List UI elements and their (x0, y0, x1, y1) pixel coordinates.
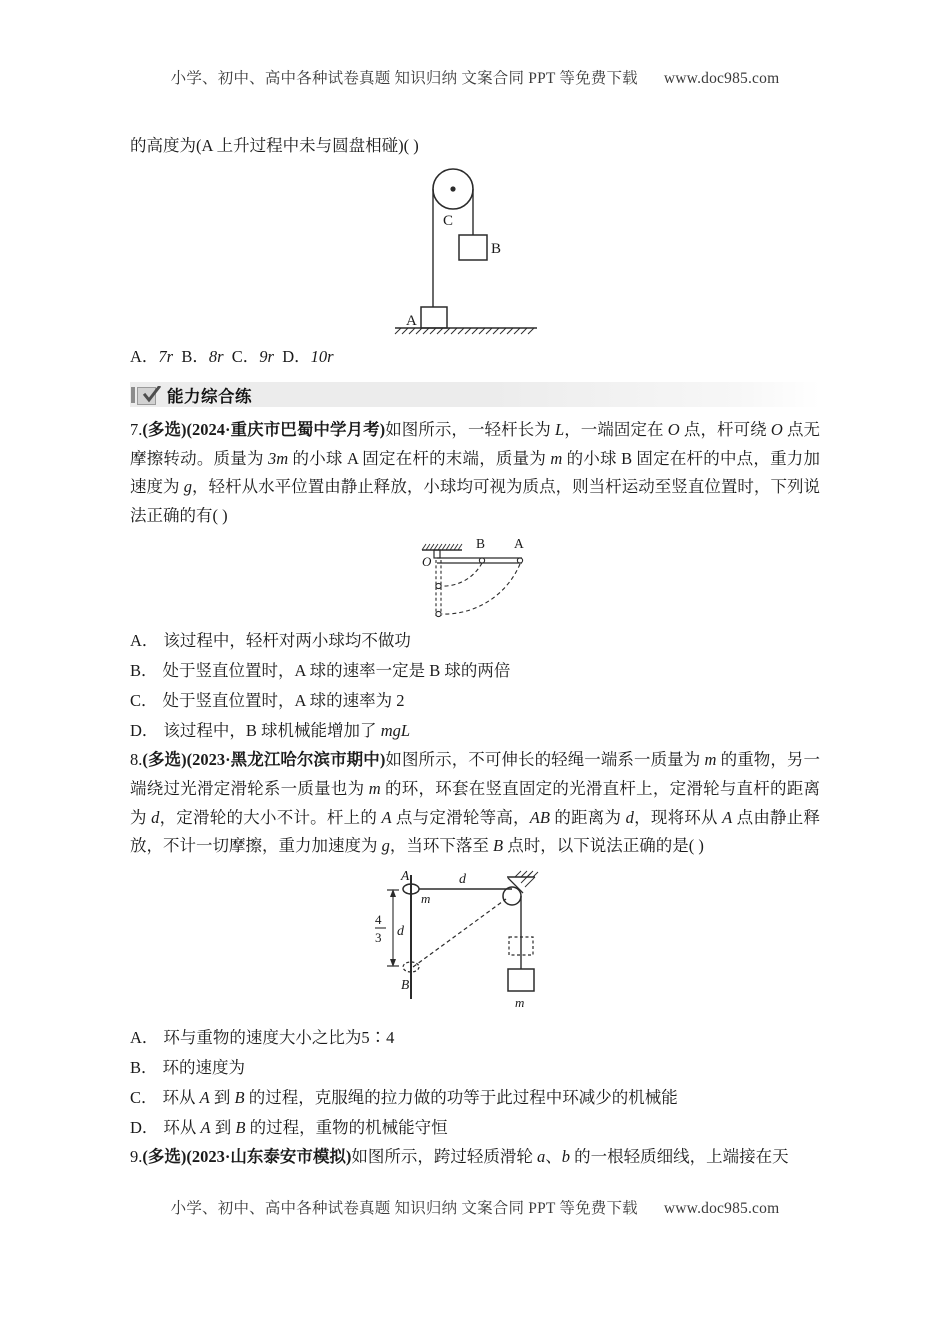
figure-rotating-rod (130, 534, 820, 620)
watermark-header (0, 66, 950, 88)
question-8-source: (2023·黑龙江哈尔滨市期中) (186, 750, 386, 770)
question-8-option-b (130, 1053, 820, 1083)
watermark-text-footer: 小学、初中、高中各种试卷真题 知识归纳 文案合同 PPT 等免费下载 (170, 1200, 638, 1217)
q9-text-0: 如图所示，跨过轻质滑轮 (351, 1146, 537, 1166)
q7-text-0: 如图所示，一轻杆长为 (385, 420, 555, 439)
q7-opt-b-label: B． (130, 661, 158, 681)
q8-opt-c-label: C． (130, 1087, 158, 1107)
figure-label-ball-b: B (476, 536, 486, 552)
q7-text-10: 的小球 B 固定在杆的中点，重力加速度为 (130, 448, 820, 497)
q8-var-d2: d (625, 807, 634, 827)
option-d-value: 10r (310, 346, 334, 366)
q8-opt-a-text: 环与重物的速度大小之比为5∶4 (163, 1027, 395, 1047)
option-a-value: 7r (158, 346, 174, 366)
option-a-label: A． (130, 346, 159, 366)
q8-opt-a-label: A． (130, 1027, 159, 1047)
watermark-url: www.doc985.com (663, 70, 780, 87)
figure-label-point-b: B (401, 976, 410, 992)
question-7-option-d (130, 716, 820, 746)
option-c-value: 9r (259, 346, 274, 366)
q8-text-18: 点时，以下说法正确的是( ) (503, 836, 704, 856)
q7-opt-a-text: 该过程中，轻杆对两小球均不做功 (163, 631, 411, 651)
q7-var-L: L (554, 420, 565, 439)
figure-label-frac-numerator: 4 (375, 911, 382, 927)
figure-label-weight-mass: m (515, 994, 525, 1010)
q8-var-g: g (381, 836, 390, 856)
q8-var-m1: m (704, 750, 717, 770)
question-8-option-c (130, 1083, 820, 1113)
figure-label-block-a: A (406, 312, 417, 329)
q8-text-14: 点由静止释放，不计一切摩擦，重力加速度为 (130, 807, 821, 856)
question-9-source: (2023·山东泰安市模拟) (186, 1146, 352, 1166)
q7-text-8: 的小球 A 固定在杆的末端，质量为 (288, 448, 551, 468)
section-header-ability-practice (130, 382, 820, 407)
figure-label-pivot-o: O (422, 554, 432, 570)
figure-label-block-b: B (491, 240, 502, 257)
figure-label-point-a: A (401, 867, 410, 883)
q7-opt-a-label: A． (130, 631, 159, 651)
q8-var-AB: AB (529, 807, 550, 827)
figure-label-distance-d-horizontal: d (459, 871, 466, 887)
question-7-number: 7. (130, 420, 143, 439)
q7-var-m: m (550, 448, 563, 468)
q8-var-B: B (493, 836, 504, 856)
q7-text-4: 点，杆可绕 (679, 420, 771, 439)
q7-var-g: g (183, 477, 192, 497)
q9-var-a: a (537, 1146, 546, 1166)
figure-ring-pulley-weight (130, 867, 820, 1017)
question-7-option-a (130, 626, 820, 656)
question-8-number: 8. (130, 750, 143, 770)
figure-label-pulley-c: C (443, 212, 454, 229)
figure-label-distance-d-vertical: d (397, 923, 404, 939)
q8-text-10: 的距离为 (549, 807, 626, 827)
q7-var-O1: O (667, 420, 680, 439)
document-body (130, 132, 820, 1171)
question-7-option-c (130, 686, 820, 716)
q9-text-4: 的一根轻质细线，上端接在天 (570, 1146, 789, 1166)
q7-text-2: ，一端固定在 (564, 420, 668, 439)
question-7-stem (130, 416, 820, 530)
q8-text-4: 的环，环套在竖直固定的光滑直杆上，定滑轮与直杆的距离为 (130, 778, 821, 827)
q7-text-12: ，轻杆从水平位置由静止释放，小球均可视为质点，则当杆运动至竖直位置时，下列说法正确的有( ) (130, 477, 821, 525)
q8-text-2: 的重物，另一端绕过光滑定滑轮系一质量也为 (130, 750, 821, 798)
figure-pulley-system (130, 167, 820, 339)
question-9-tag: (多选) (142, 1146, 187, 1166)
option-c-label: C． (231, 346, 260, 366)
q7-opt-b-text: 处于竖直位置时，A 球的速率一定是 B 球的两倍 (162, 661, 511, 681)
question-7-option-b (130, 656, 820, 686)
option-b-value: 8r (208, 346, 224, 366)
q8-text-16: ，当环下落至 (389, 836, 493, 856)
checkmark-icon (130, 386, 160, 404)
figure-label-ball-a: A (514, 536, 524, 552)
question-8-tag: (多选) (142, 750, 187, 770)
q7-opt-c-text: 处于竖直位置时，A 球的速率为 2 (162, 691, 405, 711)
q7-var-O2: O (770, 420, 783, 439)
question-7-source: (2024·重庆市巴蜀中学月考) (186, 420, 386, 439)
q8-opt-b-text: 环的速度为 (162, 1057, 246, 1077)
q8-text-12: ，现将环从 (633, 807, 723, 827)
watermark-text: 小学、初中、高中各种试卷真题 知识归纳 文案合同 PPT 等免费下载 (170, 70, 638, 87)
q7-opt-d-formula: mgL (380, 721, 411, 741)
q8-opt-b-label: B． (130, 1057, 158, 1077)
q9-text-2: 、 (545, 1146, 562, 1166)
section-title: 能力综合练 (167, 386, 252, 406)
q8-opt-c-text: 环从 A 到 B 的过程，克服绳的拉力做的功等于此过程中环减少的机械能 (162, 1087, 678, 1107)
option-b-label: B． (181, 346, 209, 366)
watermark-url-footer: www.doc985.com (663, 1200, 780, 1217)
option-d-label: D． (282, 346, 311, 366)
q8-text-0: 如图所示，不可伸长的轻绳一端系一质量为 (385, 750, 705, 770)
q7-opt-c-label: C． (130, 691, 158, 711)
carryover-options (130, 343, 820, 372)
q7-text-6: 点无摩擦转动。质量为 (130, 420, 821, 468)
q7-opt-d-text: 该过程中，B 球机械能增加了 (163, 721, 381, 741)
q8-opt-d-text: 环从 A 到 B 的过程，重物的机械能守恒 (163, 1117, 448, 1137)
question-9-number: 9. (130, 1146, 143, 1166)
q7-opt-d-label: D． (130, 721, 159, 741)
q8-var-d1: d (151, 807, 160, 827)
figure-label-ring-mass: m (421, 890, 431, 906)
q8-text-8: 点与定滑轮等高， (391, 807, 530, 827)
question-8-option-a (130, 1023, 820, 1053)
carryover-question-line: 的高度为(A 上升过程中未与圆盘相碰)( ) (130, 136, 419, 155)
question-7-tag: (多选) (142, 420, 187, 439)
figure-label-frac-denominator: 3 (375, 929, 382, 945)
q9-var-b: b (561, 1146, 570, 1166)
question-9-stem (130, 1143, 820, 1172)
q8-var-A1: A (381, 807, 392, 827)
q8-opt-d-label: D． (130, 1117, 159, 1137)
q8-var-A2: A (722, 807, 733, 827)
watermark-footer (0, 1196, 950, 1218)
q8-text-6: ，定滑轮的大小不计。杆上的 (159, 807, 382, 827)
q7-var-3m: 3m (267, 448, 289, 468)
question-8-stem (130, 746, 820, 860)
q8-var-m2: m (368, 778, 381, 798)
question-8-option-d (130, 1113, 820, 1143)
